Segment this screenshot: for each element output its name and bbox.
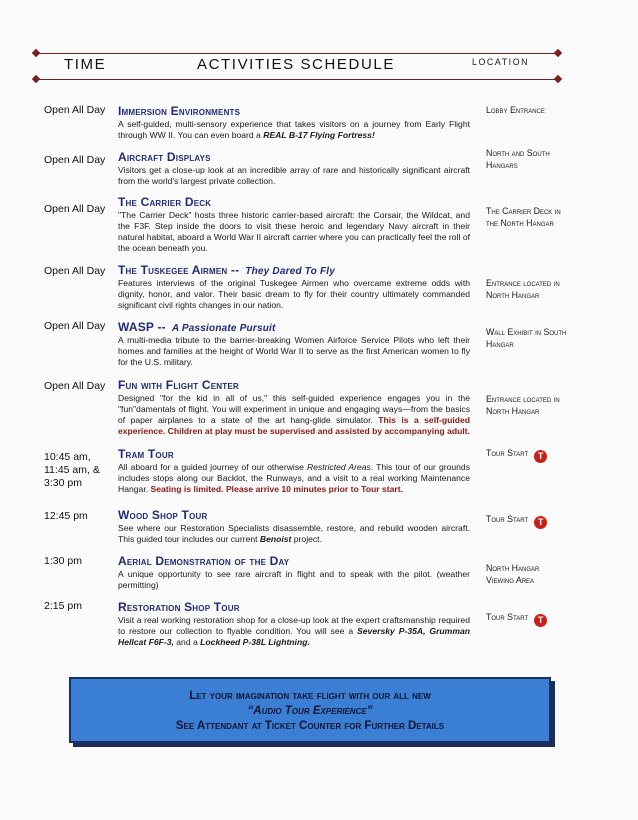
row-time: Open All Day <box>44 203 106 215</box>
row-time: 12:45 pm <box>44 510 88 522</box>
row-time: Open All Day <box>44 154 106 166</box>
row-title: Fun with Flight Center <box>118 378 239 392</box>
row-title: Immersion Environments <box>118 104 241 118</box>
row-location: North Hangar Viewing Area <box>486 563 540 585</box>
row-title: Aerial Demonstration of the Day <box>118 554 290 568</box>
tour-start-icon: T <box>534 516 547 529</box>
row-location: Entrance located in North Hangar <box>486 278 560 300</box>
row-location: The Carrier Deck in the North Hangar <box>486 206 561 228</box>
row-description: Visit a real working restoration shop for a close-up look at the expert craftsmanship required to restore our collection to flyable condition. You will see a Seversky P-35A, Grumman Hellcat F6F-3, and a Lockheed P-38L Lightning. <box>118 615 470 647</box>
row-location: Tour Start T <box>486 611 586 627</box>
row-description: All aboard for a guided journey of our otherwise Restricted Areas. This tour of our grounds includes stops along our Backlot, the Runways, and a visit to a real working Maintenance Hangar. Seating is limited. Please arrive 10 minutes prior to Tour start. <box>118 462 471 494</box>
row-title: WASP -- A Passionate Pursuit <box>118 320 276 334</box>
row-location: North and South Hangars <box>486 148 550 170</box>
row-title: Aircraft Displays <box>118 150 211 164</box>
row-description: "The Carrier Deck" hosts three historic carrier-based aircraft: the Corsair, the Wildcat, and the F3F. Step inside the doors to visit these heroic and legendary Navy aircraft in their natural habitat, aboard a World War II aircraft carrier where you can practically feel the roll of the ocean beneath you. <box>118 210 470 253</box>
row-title: The Carrier Deck <box>118 195 212 209</box>
column-header-activities: ACTIVITIES SCHEDULE <box>197 56 395 73</box>
banner-line-2: “Audio Tour Experience” <box>247 705 373 717</box>
row-time: 1:30 pm <box>44 555 82 567</box>
header-bottom-rule <box>36 79 558 80</box>
column-header-time: TIME <box>64 56 107 73</box>
header-top-rule <box>36 53 558 54</box>
row-time: 2:15 pm <box>44 600 82 612</box>
row-title: Restoration Shop Tour <box>118 600 240 614</box>
row-description: A unique opportunity to see rare aircraft in flight and to speak with the pilot. (weather permitting) <box>118 569 470 590</box>
row-description: Visitors get a close-up look at an incredible array of rare and historically significant aircraft from the world's largest private collection. <box>118 165 470 186</box>
row-location: Tour Start T <box>486 513 586 529</box>
row-location: Lobby Entrance <box>486 105 545 115</box>
row-time: Open All Day <box>44 265 106 277</box>
tour-start-icon: T <box>534 450 547 463</box>
row-time: Open All Day <box>44 104 106 116</box>
row-location: Wall Exhibit in South Hangar <box>486 327 567 349</box>
row-description: A multi-media tribute to the barrier-breaking Women Airforce Service Pilots who left their homes and families at the height of World War II to serve as the first American women to fly for the U.S. military. <box>118 335 470 367</box>
row-description: See where our Restoration Specialists disassemble, restore, and rebuild wooden aircraft. This guided tour includes our current Benoist project. <box>118 523 470 544</box>
row-time: Open All Day <box>44 380 106 392</box>
row-title: Tram Tour <box>118 447 174 461</box>
row-description: Features interviews of the original Tuskegee Airmen who overcame extreme odds with dignity, honor, and valor. Their basic dream to fly for their country ultimately commanded significant civil rights changes in our nation. <box>118 278 470 310</box>
banner-line-1: Let your imagination take flight with our all new <box>189 690 431 702</box>
column-header-location: LOCATION <box>472 57 530 67</box>
row-title: Wood Shop Tour <box>118 508 208 522</box>
row-time: Open All Day <box>44 320 106 332</box>
row-time: 10:45 am, 11:45 am, & 3:30 pm <box>44 451 100 489</box>
row-title: The Tuskegee Airmen -- They Dared To Fly <box>118 263 336 277</box>
audio-tour-banner <box>69 677 551 743</box>
row-description: Designed "for the kid in all of us," this self-guided experience engages you in the "fun"damentals of flight. You will experiment in unique and engaging ways—from the basics of paper airplanes to a state of the art hang-glide simulator. This is a self-guided experience. Children at play must be supervised and assisted by accompanying adult. <box>118 393 470 436</box>
tour-start-icon: T <box>534 614 547 627</box>
row-location: Entrance located in North Hangar <box>486 394 560 416</box>
row-location: Tour Start T <box>486 447 586 463</box>
row-description: A self-guided, multi-sensory experience that takes visitors on a journey from Early Flight through WW II. You can even board a REAL B-17 Flying Fortress! <box>118 119 470 140</box>
banner-line-3: See Attendant at Ticket Counter for Further Details <box>175 720 445 732</box>
